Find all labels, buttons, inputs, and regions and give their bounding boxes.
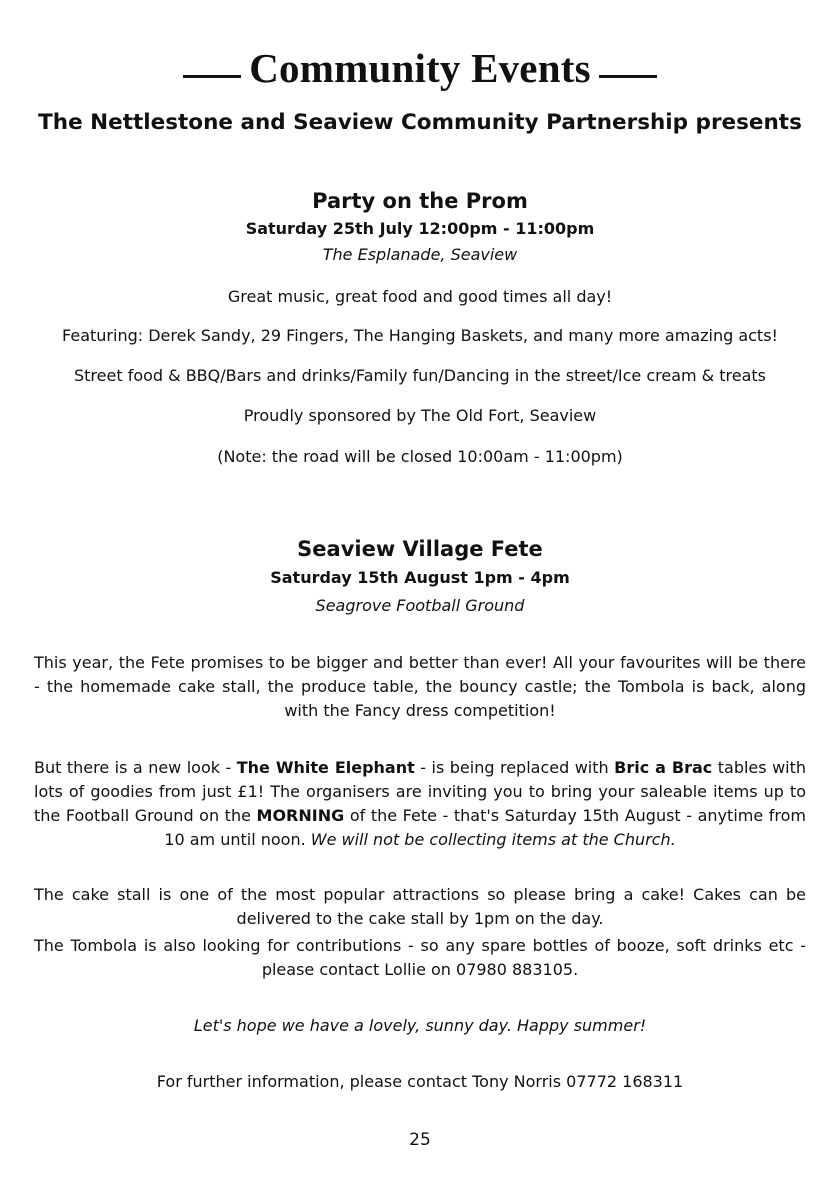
text-run: But there is a new look -: [34, 758, 237, 777]
event-title: Party on the Prom: [312, 189, 528, 213]
text-run: of the Fete - that's Saturday 15th August - anytime from 10 am until noon.: [164, 806, 807, 849]
event-seaview-village-fete: [34, 534, 806, 620]
fete-paragraph: The cake stall is one of the most popular attractions so please bring a cake! Cakes can be delivered to the cake stall by 1pm on the day.: [34, 885, 806, 928]
fete-paragraph: The Tombola is also looking for contributions - so any spare bottles of booze, soft drinks etc - please contact Lollie on 07980 883105.: [34, 936, 806, 979]
event-venue: Seagrove Football Ground: [315, 596, 525, 615]
event-venue: The Esplanade, Seaview: [322, 245, 518, 264]
event-date: Saturday 15th August 1pm - 4pm: [270, 568, 570, 587]
fete-paragraph: This year, the Fete promises to be bigger and better than ever! All your favourites will be there - the homemade cake stall, the produce table, the bouncy castle; the Tombola is back, along with the Fancy dress competition!: [34, 653, 806, 720]
text-run: - is being replaced with: [414, 758, 615, 777]
page-number: 25: [409, 1130, 431, 1150]
page-heading: [0, 44, 840, 92]
text-run-italic: We will not be collecting items at the Church.: [310, 830, 676, 849]
event-text: Great music, great food and good times all day!: [227, 287, 613, 306]
event-date: Saturday 25th July 12:00pm - 11:00pm: [245, 219, 595, 238]
event-text: Featuring: Derek Sandy, 29 Fingers, The Hanging Baskets, and many more amazing acts!: [62, 326, 778, 345]
closing-line: Let's hope we have a lovely, sunny day. Happy summer!: [193, 1016, 647, 1035]
event-party-on-the-prom: [34, 186, 806, 268]
event-sponsor: Proudly sponsored by The Old Fort, Seaview: [243, 406, 597, 425]
page-subtitle: The Nettlestone and Seaview Community Partnership presents: [38, 110, 802, 135]
text-run: tables with lots of goodies from just £1! The organisers are inviting you to bring your saleable items up to the Football Ground on the: [34, 758, 807, 825]
text-run-bold: Bric a Brac: [614, 758, 713, 777]
page-title: Community Events: [249, 45, 591, 91]
text-run-bold: MORNING: [256, 806, 345, 825]
title-rule-left: [183, 75, 241, 78]
event-road-note: (Note: the road will be closed 10:00am - 11:00pm): [217, 447, 623, 466]
contact-line: For further information, please contact Tony Norris 07772 168311: [156, 1072, 684, 1091]
event-title: Seaview Village Fete: [297, 537, 543, 561]
text-run-bold: The White Elephant: [236, 758, 415, 777]
title-rule-right: [599, 75, 657, 78]
event-text: Street food & BBQ/Bars and drinks/Family fun/Dancing in the street/Ice cream & treats: [73, 366, 766, 385]
fete-paragraph: [34, 756, 806, 852]
